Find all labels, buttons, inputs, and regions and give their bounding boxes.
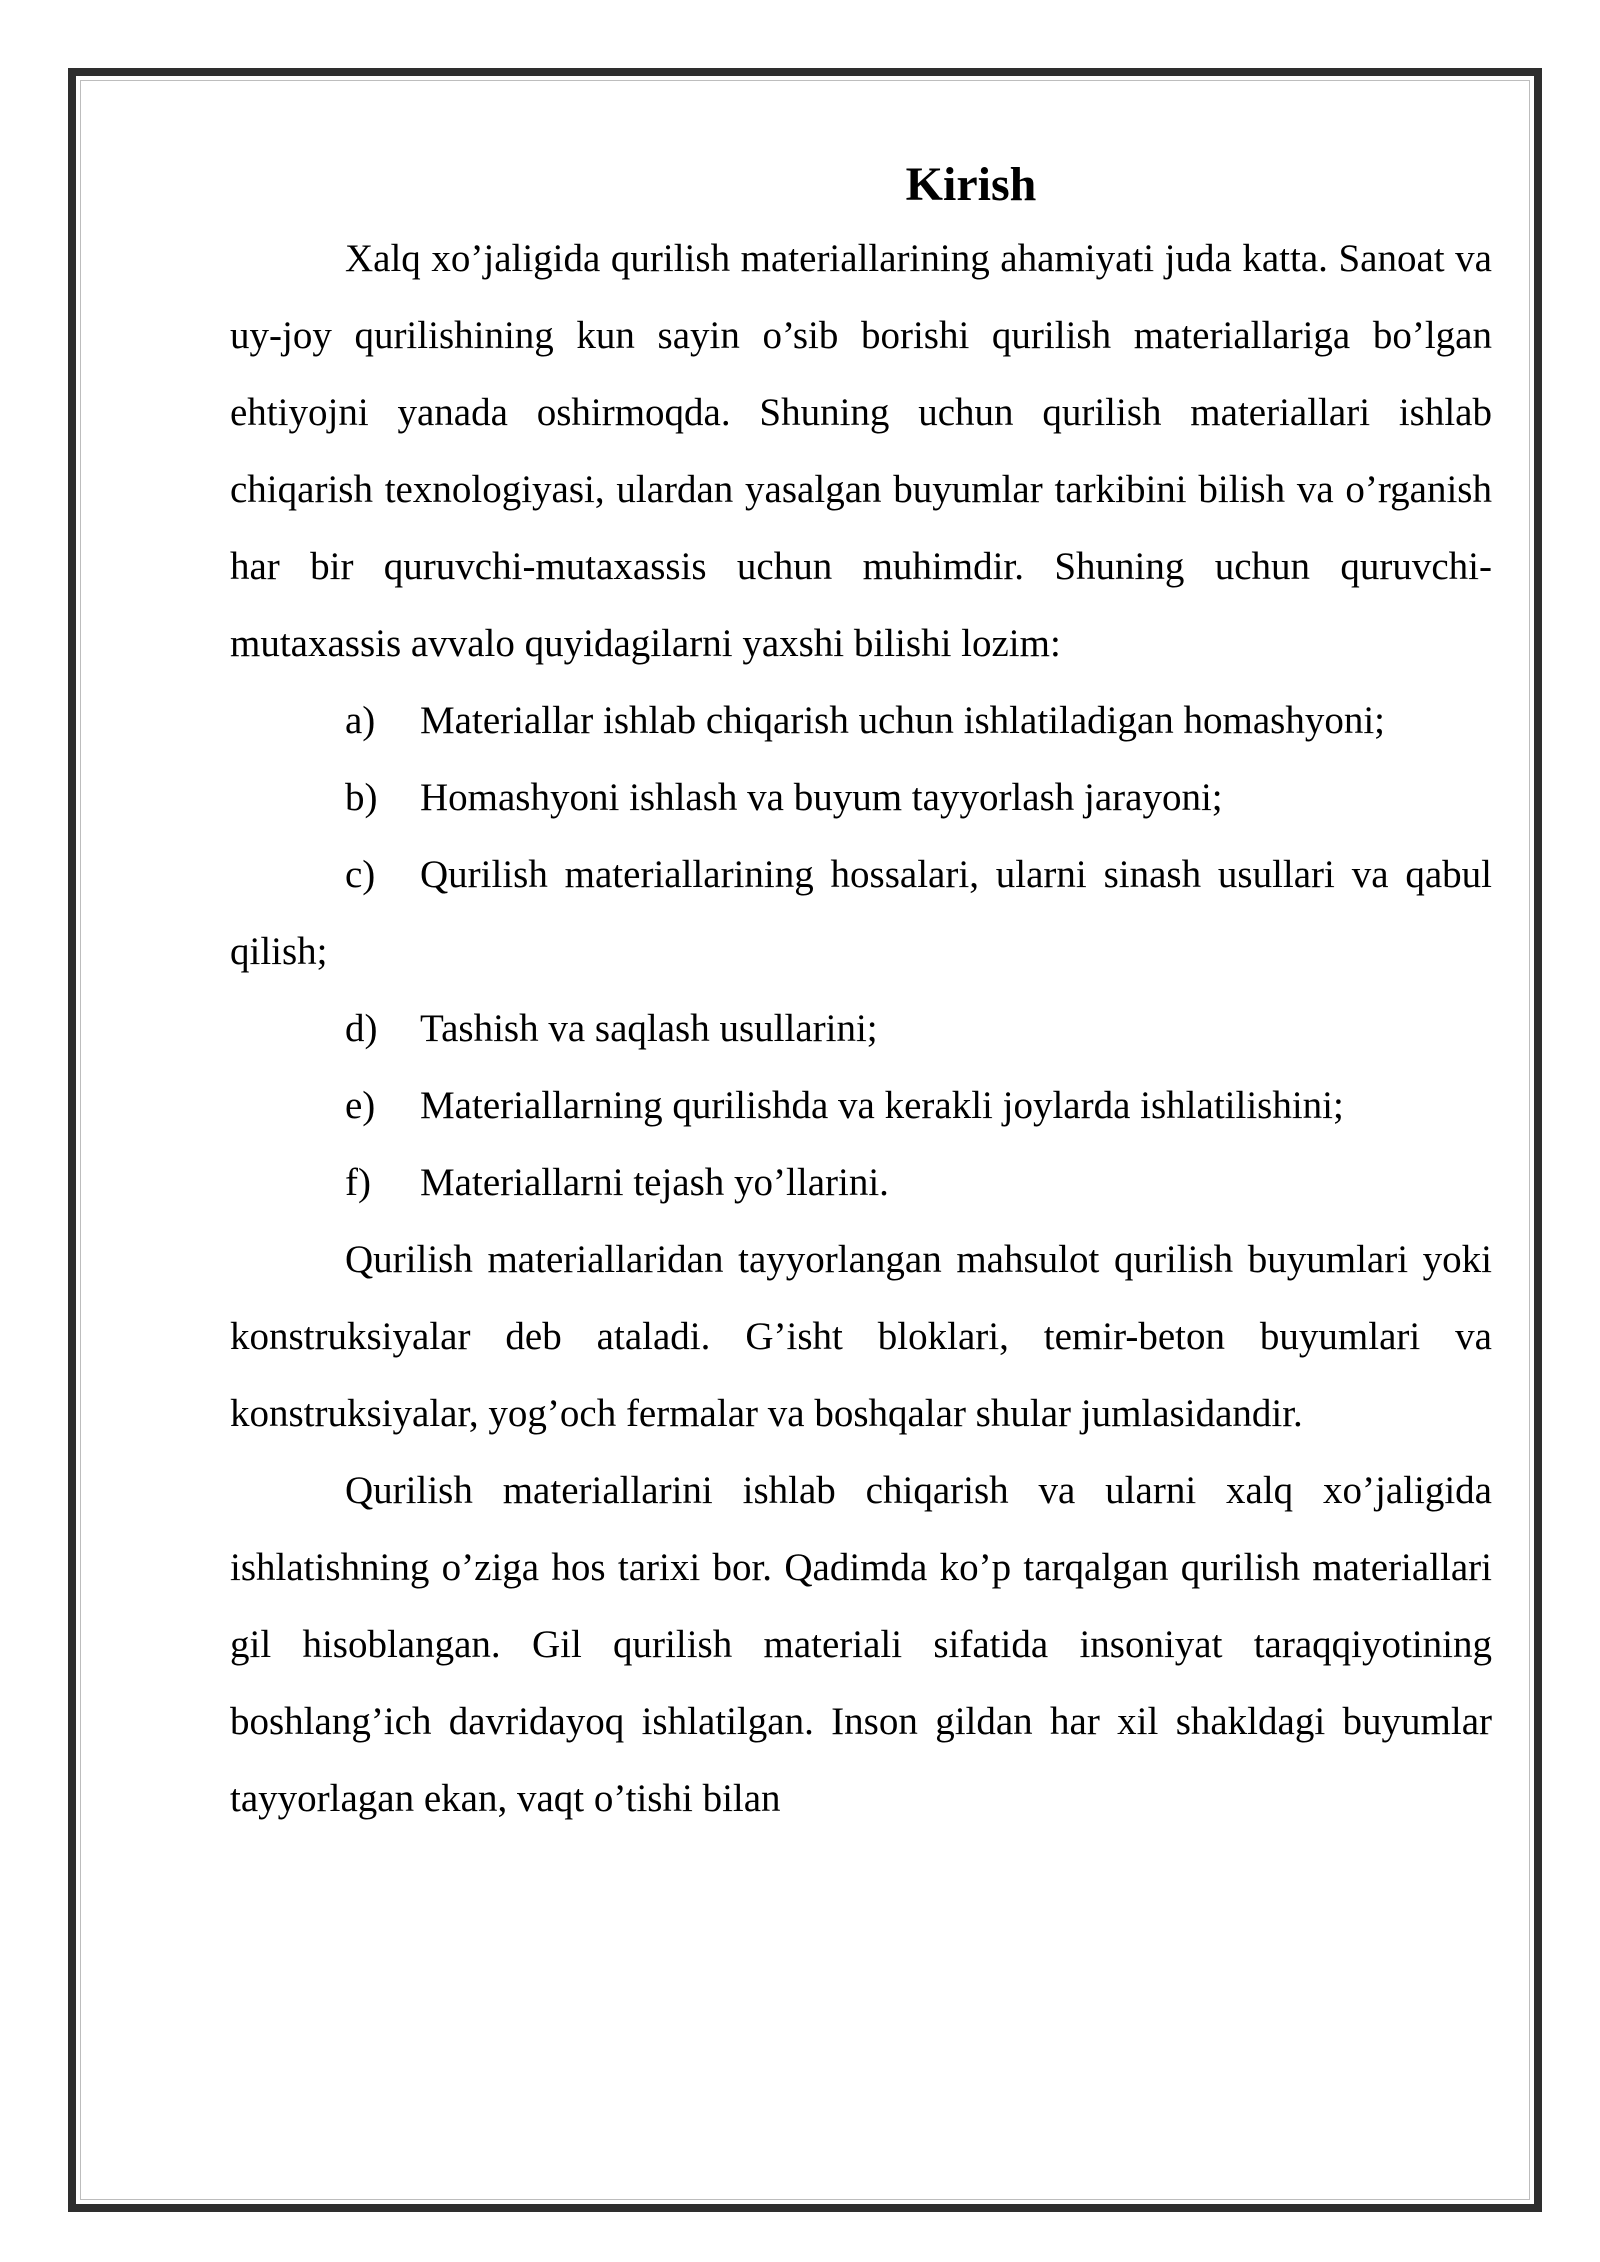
list-item: [230, 682, 1492, 759]
list-marker: f): [345, 1161, 371, 1204]
page-title: Kirish: [905, 158, 1037, 211]
list-marker: e): [345, 1084, 376, 1127]
list-marker: d): [345, 1007, 378, 1050]
list-marker: c): [345, 853, 376, 896]
list-marker: b): [345, 776, 378, 819]
document-body: [230, 150, 1492, 1837]
paragraph-intro: Xalq xo’jaligida qurilish materiallarining ahamiyati juda katta. Sanoat va uy-joy qurilishining kun sayin o’sib borishi qurilish materiallariga bo’lgan ehtiyojni yanada oshirmoqda. Shuning uchun qurilish materiallari ishlab chiqarish texnologiyasi, ulardan yasalgan buyumlar tarkibini bilish va o’rganish har bir quruvchi-mutaxassis uchun muhimdir. Shuning uchun quruvchi-mutaxassis avvalo quyidagilarni yaxshi bilishi lozim:: [230, 237, 1492, 665]
list-item: [230, 990, 1492, 1067]
list-item-text: Homashyoni ishlash va buyum tayyorlash jarayoni;: [420, 776, 1223, 819]
list-marker: a): [345, 699, 376, 742]
list-item-text: Tashish va saqlash usullarini;: [420, 1007, 878, 1050]
list-item-text: Materiallarni tejash yo’llarini.: [420, 1161, 889, 1204]
list-item: [230, 1144, 1492, 1221]
requirements-list: [230, 682, 1492, 1221]
list-item: [230, 1067, 1492, 1144]
list-item: [230, 836, 1492, 990]
paragraph-history: Qurilish materiallarini ishlab chiqarish va ularni xalq xo’jaligida ishlatishning o’ziga hos tarixi bor. Qadimda ko’p tarqalgan qurilish materiallari gil hisoblangan. Gil qurilish materiali sifatida insoniyat taraqqiyotining boshlang’ich davridayoq ishlatilgan. Inson gildan har xil shakldagi buyumlar tayyorlagan ekan, vaqt o’tishi bilan: [230, 1469, 1492, 1820]
paragraph-products: Qurilish materiallaridan tayyorlangan mahsulot qurilish buyumlari yoki konstruksiyalar deb ataladi. G’isht bloklari, temir-beton buyumlari va konstruksiyalar, yog’och fermalar va boshqalar shular jumlasidandir.: [230, 1238, 1492, 1435]
list-item: [230, 759, 1492, 836]
list-item-text: Materiallar ishlab chiqarish uchun ishlatiladigan homashyoni;: [420, 699, 1386, 742]
list-item-text: Materiallarning qurilishda va kerakli joylarda ishlatilishini;: [420, 1084, 1344, 1127]
list-item-text: Qurilish materiallarining hossalari, ularni sinash usullari va qabul qilish;: [230, 853, 1492, 973]
